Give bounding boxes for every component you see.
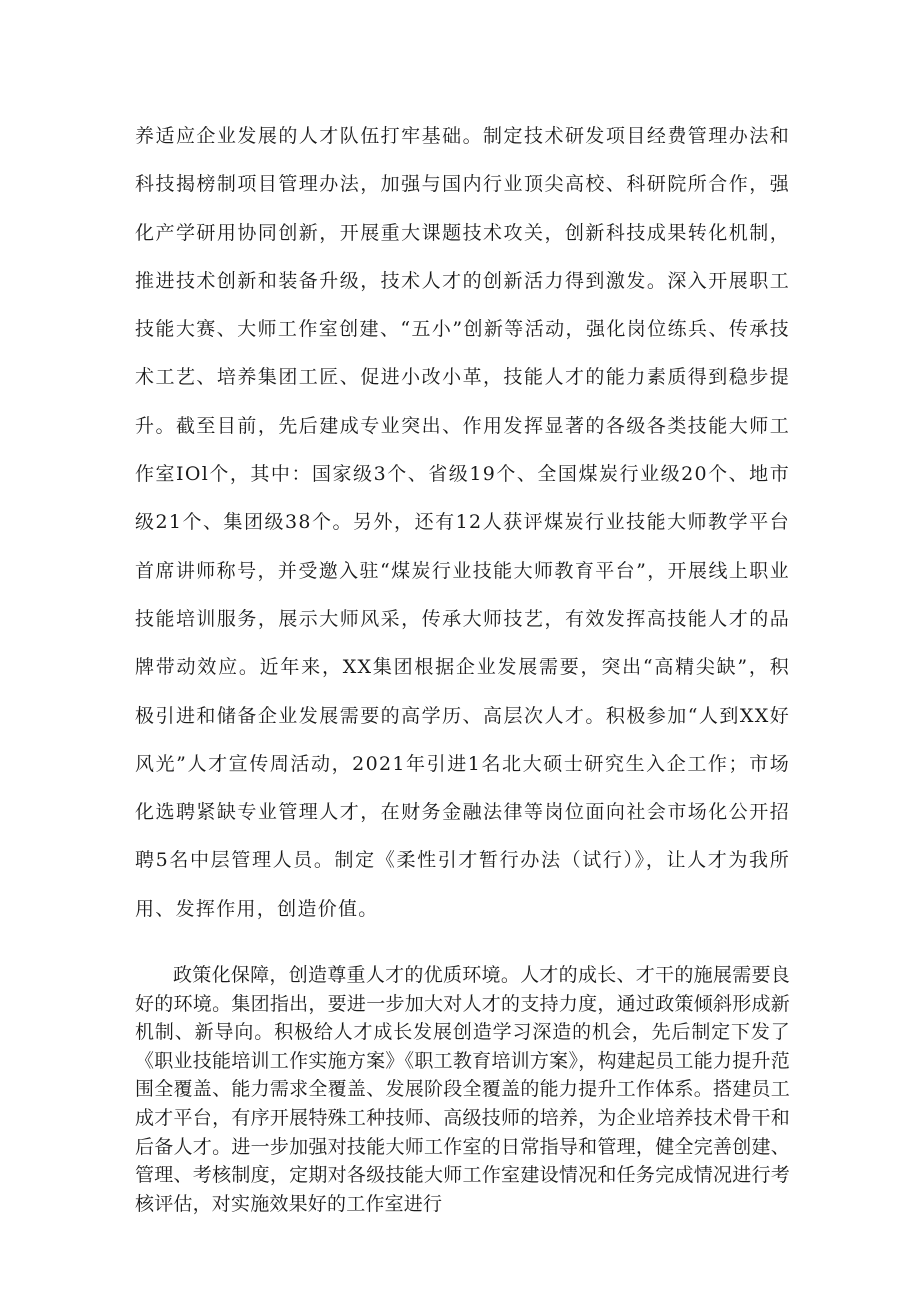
body-paragraph-policy-support: 政策化保障，创造尊重人才的优质环境。人才的成长、才干的施展需要良好的环境。集团指出，要进一步加大对人才的支持力度，通过政策倾斜形成新机制、新导向。积极给人才成长发展创造学习深造的机会，先后制定下发了《职业技能培训工作实施方案》《职工教育培训方案》，构建起员工能力提升范围全覆盖、能力需求全覆盖、发展阶段全覆盖的能力提升工作体系。搭建员工成才平台，有序开展特殊工种技师、高级技师的培养，为企业培养技术骨干和后备人才。进一步加强对技能大师工作室的日常指导和管理，健全完善创建、管理、考核制度，定期对各级技能大师工作室建设情况和任务完成情况进行考核评估，对实施效果好的工作室进行 (135, 964, 790, 1215)
body-paragraph-talent-building: 养适应企业发展的人才队伍打牢基础。制定技术研发项目经费管理办法和科技揭榜制项目管理办法，加强与国内行业顶尖高校、科研院所合作，强化产学研用协同创新，开展重大课题技术攻关，创新科技成果转化机制，推进技术创新和装备升级，技术人才的创新活力得到激发。深入开展职工技能大赛、大师工作室创建、“五小”创新等活动，强化岗位练兵、传承技术工艺、培养集团工匠、促进小改小革，技能人才的能力素质得到稳步提升。截至目前，先后建成专业突出、作用发挥显著的各级各类技能大师工作室IOl个，其中：国家级3个、省级19个、全国煤炭行业级20个、地市级21个、集团级38个。另外，还有12人获评煤炭行业技能大师教学平台首席讲师称号，并受邀入驻“煤炭行业技能大师教育平台”，开展线上职业技能培训服务，展示大师风采，传承大师技艺，有效发挥高技能人才的品牌带动效应。近年来，XX集团根据企业发展需要，突出“高精尖缺”，积极引进和储备企业发展需要的高学历、高层次人才。积极参加“人到XX好风光”人才宣传周活动，2021年引进1名北大硕士研究生入企工作；市场化选聘紧缺专业管理人才，在财务金融法律等岗位面向社会市场化公开招聘5名中层管理人员。制定《柔性引才暂行办法（试行）》，让人才为我所用、发挥作用，创造价值。 (135, 125, 790, 920)
